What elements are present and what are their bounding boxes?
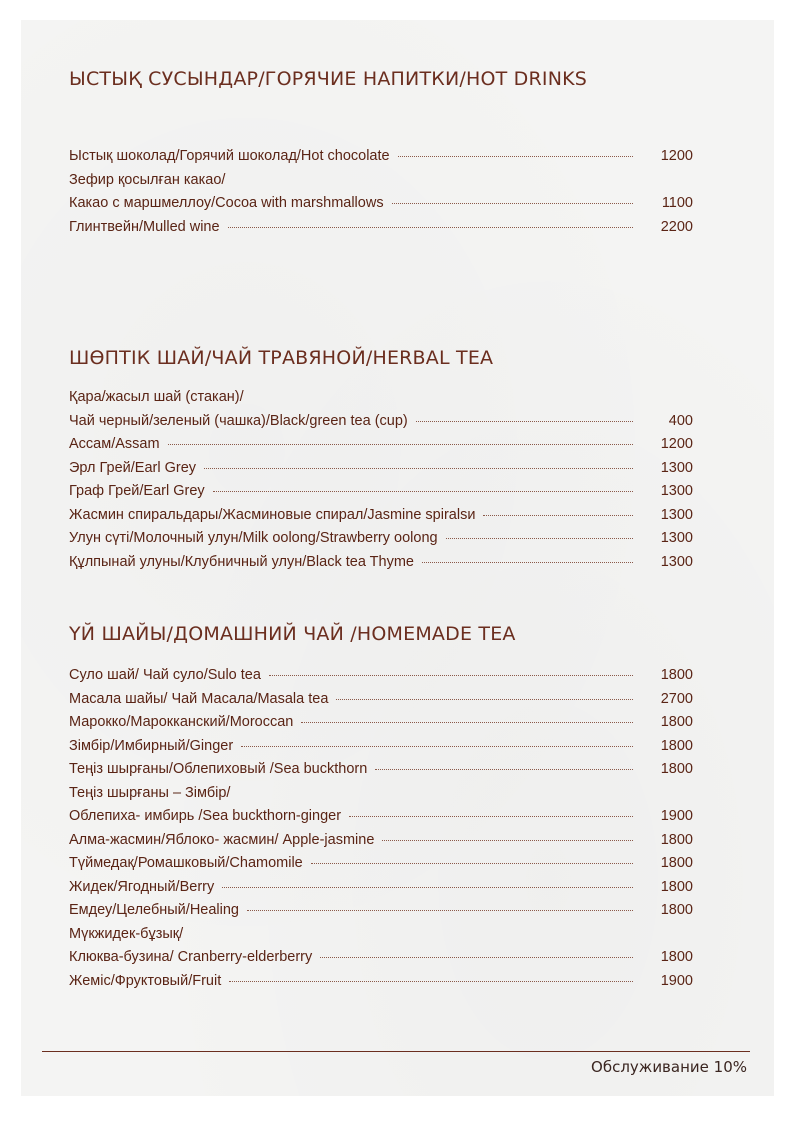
menu-item-row [69, 782, 693, 806]
menu-item-row [69, 923, 693, 947]
dot-leader [269, 675, 633, 676]
menu-item-name: Емдеу/Целебный/Healing [69, 902, 239, 918]
menu-item-row [69, 852, 693, 876]
menu-item-row [69, 688, 693, 712]
menu-item-name: Клюква-бузина/ Cranberry-elderberry [69, 949, 313, 965]
menu-item-name: Зефир қосылған какао/ [69, 171, 226, 188]
menu-item-name: Суло шай/ Чай суло/Sulo tea [69, 667, 261, 683]
menu-item-price: 1800 [660, 831, 693, 848]
dot-leader [375, 769, 633, 770]
menu-item-price: 1800 [660, 714, 693, 730]
menu-item-name: Қара/жасыл шай (стакан)/ [69, 389, 244, 405]
dot-leader [168, 444, 633, 445]
dot-leader [446, 538, 633, 539]
menu-item-price: 1800 [660, 855, 693, 871]
menu-item-price: 1200 [660, 148, 693, 164]
dot-leader [416, 421, 633, 422]
menu-item-name: Улун сүті/Молочный улун/Milk oolong/Strawberry oolong [69, 530, 438, 546]
menu-item-row [69, 876, 693, 900]
menu-item-price: 1300 [660, 553, 693, 570]
menu-item-row [69, 480, 693, 504]
menu-item-row [69, 457, 693, 481]
menu-item-price: 1300 [660, 483, 693, 499]
menu-item-name: Зімбір/Имбирный/Ginger [69, 737, 234, 754]
menu-item-price: 1800 [660, 667, 693, 683]
menu-item-name: Облепиха- имбирь /Sea buckthorn-ginger [69, 808, 342, 824]
menu-item-price: 1800 [660, 902, 693, 918]
menu-item-price: 2700 [660, 690, 693, 707]
menu-item-price: 1800 [660, 878, 693, 895]
menu-item-row [69, 216, 693, 240]
menu-item-name: Марокко/Марокканский/Moroccan [69, 714, 294, 730]
menu-item-price: 400 [668, 412, 693, 429]
dot-leader [229, 981, 633, 982]
menu-item-name: Масала шайы/ Чай Масала/Masala tea [69, 690, 329, 707]
menu-item-row [69, 899, 693, 923]
menu-item-row [69, 829, 693, 853]
menu-item-name: Теңіз шырғаны/Облепиховый /Sea buckthorn [69, 761, 368, 777]
menu-item-row [69, 410, 693, 434]
dot-leader [382, 840, 633, 841]
menu-item-row [69, 711, 693, 735]
items-hot-drinks [69, 145, 693, 239]
menu-item-name: Какао с маршмеллоу/Cocoa with marshmallows [69, 195, 384, 211]
dot-leader [204, 468, 633, 469]
dot-leader [349, 816, 633, 817]
menu-item-name: Ассам/Assam [69, 436, 160, 452]
menu-item-row [69, 192, 693, 216]
menu-item-price: 1800 [660, 761, 693, 777]
menu-item-name: Мүкжидек-бұзық/ [69, 925, 184, 942]
dot-leader [241, 746, 633, 747]
menu-item-name: Жеміс/Фруктовый/Fruit [69, 972, 222, 989]
menu-item-price: 1300 [660, 506, 693, 523]
menu-item-price: 1800 [660, 737, 693, 754]
menu-item-name: Жасмин спиральдары/Жасминовые спирал/Jasmine spiralsи [69, 506, 476, 523]
menu-item-price: 2200 [660, 218, 693, 235]
menu-item-name: Теңіз шырғаны – Зімбір/ [69, 784, 231, 801]
section-title-herbal-tea: ШӨПТІК ШАЙ/ЧАЙ ТРАВЯНОЙ/HERBAL TEA [69, 347, 494, 369]
menu-item-name: Жидек/Ягодный/Berry [69, 878, 215, 895]
menu-item-price: 1300 [660, 459, 693, 476]
menu-item-row [69, 504, 693, 528]
dot-leader [213, 491, 633, 492]
menu-item-price: 1900 [660, 808, 693, 824]
dot-leader [247, 910, 633, 911]
menu-item-row [69, 169, 693, 193]
menu-item-row [69, 946, 693, 970]
menu-item-row [69, 664, 693, 688]
menu-item-row [69, 527, 693, 551]
section-title-hot-drinks: ЫСТЫҚ СУСЫНДАР/ГОРЯЧИЕ НАПИТКИ/HOT DRINKS [69, 68, 588, 90]
menu-item-name: Граф Грей/Earl Grey [69, 483, 205, 499]
dot-leader [320, 957, 633, 958]
menu-item-name: Глинтвейн/Mulled wine [69, 218, 220, 235]
dot-leader [398, 156, 633, 157]
menu-item-price: 1900 [660, 972, 693, 989]
items-herbal-tea [69, 386, 693, 574]
menu-item-name: Чай черный/зеленый (чашка)/Black/green tea (cup) [69, 412, 408, 429]
menu-item-name: Ыстық шоколад/Горячий шоколад/Hot chocolate [69, 148, 390, 164]
service-charge-note: Обслуживание 10% [591, 1058, 747, 1076]
menu-item-row [69, 145, 693, 169]
section-hot-drinks [69, 68, 693, 239]
items-homemade-tea [69, 664, 693, 993]
dot-leader [392, 203, 633, 204]
dot-leader [301, 722, 633, 723]
menu-item-row [69, 970, 693, 994]
dot-leader [228, 227, 633, 228]
menu-item-name: Алма-жасмин/Яблоко- жасмин/ Apple-jasmine [69, 831, 375, 848]
menu-item-name: Түймедақ/Ромашковый/Chamomile [69, 855, 303, 871]
menu-item-row [69, 758, 693, 782]
section-herbal-tea [69, 347, 693, 574]
menu-item-row [69, 735, 693, 759]
dot-leader [222, 887, 633, 888]
menu-item-name: Құлпынай улуны/Клубничный улун/Black tea Thyme [69, 553, 414, 570]
menu-item-row [69, 551, 693, 575]
dot-leader [483, 515, 633, 516]
menu-item-row [69, 386, 693, 410]
section-homemade-tea [69, 623, 693, 993]
menu-item-name: Эрл Грей/Earl Grey [69, 459, 197, 476]
footer-divider [42, 1051, 750, 1052]
menu-item-price: 1100 [661, 195, 693, 211]
menu-item-row [69, 433, 693, 457]
dot-leader [422, 562, 633, 563]
menu-item-price: 1800 [660, 949, 693, 965]
section-title-homemade-tea: ҮЙ ШАЙЫ/ДОМАШНИЙ ЧАЙ /HOMEMADE TEA [69, 623, 516, 645]
menu-item-row [69, 805, 693, 829]
dot-leader [336, 699, 633, 700]
menu-item-price: 1200 [660, 436, 693, 452]
menu-item-price: 1300 [660, 530, 693, 546]
dot-leader [311, 863, 633, 864]
